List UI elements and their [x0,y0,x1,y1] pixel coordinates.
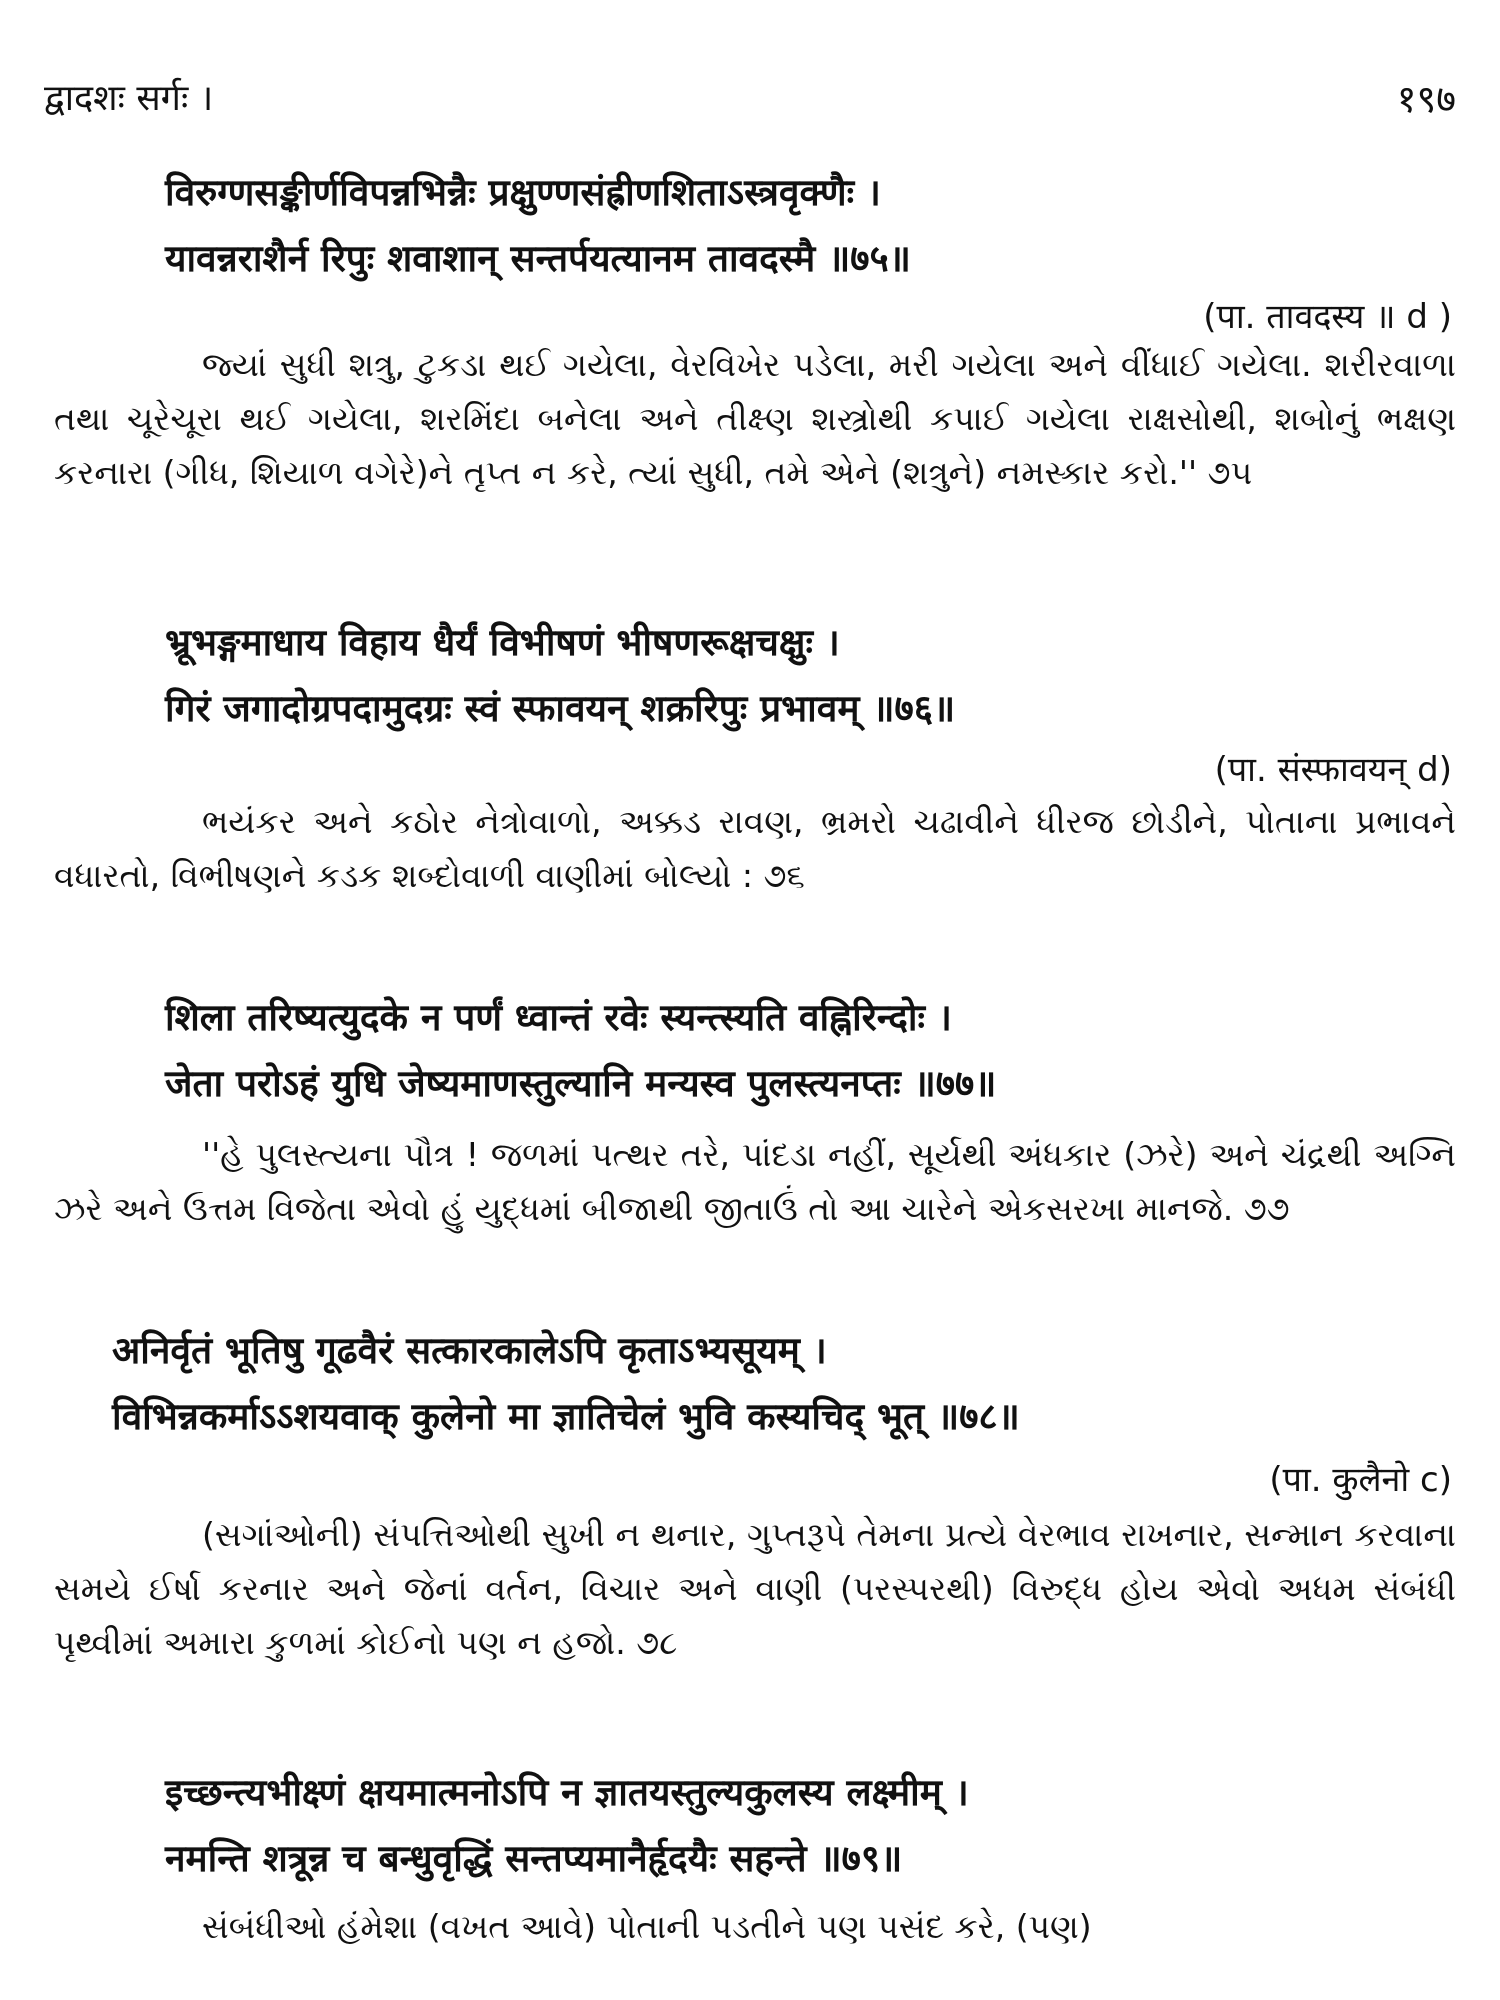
verse-line: शिला तरिष्यत्युदके न पर्णं ध्वान्तं रवेः स्यन्त्स्यति वह्निरिन्दोः । [165,996,952,1039]
verse-line: विभिन्नकर्माऽऽशयवाक् कुलेनो मा ज्ञातिचेलं भुवि कस्यचिद् भूत् ॥७८॥ [112,1395,1020,1438]
gujarati-translation: (સગાંઓની) સંપત્તિઓથી સુખી ન થનાર, ગુપ્તરૂપે તેમના પ્રત્યે વેરભાવ રાખનાર, સન્માન કરવાના સમયે ઈર્ષા કરનાર અને જેનાં વર્તન, વિચાર અને વાણી (પરસ્પરથી) વિરુદ્ધ હોય એવો અધમ સંબંધી પૃથ્વીમાં અમારા કુળમાં કોઈનો પણ ન હજો. ૭૮ [54,1515,1456,1662]
page-number: १९७ [1396,77,1456,121]
verse-76 [165,610,1460,742]
variant-reading: (पा. संस्फावयन् d) [1214,750,1452,790]
verse-79 [165,1760,1460,1892]
verse-75 [165,160,1460,292]
verse-line: यावन्नराशैर्न रिपुः शवाशान् सन्तर्पयत्यानम तावदस्मै ॥७५॥ [165,237,911,280]
verse-line: इच्छन्त्यभीक्ष्णं क्षयमात्मनोऽपि न ज्ञातयस्तुल्यकुलस्य लक्ष्मीम् । [165,1771,969,1814]
variant-reading: (पा. तावदस्य ॥ d ) [1203,297,1452,337]
gujarati-translation: ''હે પુલસ્ત્યના પૌત્ર ! જળમાં પત્થર તરે, પાંદડા નહીં, સૂર્યથી અંધકાર (ઝરે) અને ચંદ્રથી અગ્નિ ઝરે અને ઉત્તમ વિજેતા એવો હું યુદ્ધમાં બીજાથી જીતાઉં તો આ ચારેને એકસરખા માનજે. ૭૭ [54,1135,1456,1228]
gujarati-translation: જ્યાં સુધી શત્રુ, ટુકડા થઈ ગયેલા, વેરવિખેર પડેલા, મરી ગયેલા અને વીંધાઈ ગયેલા. શરીરવાળા તથા ચૂરેચૂરા થઈ ગયેલા, શરમિંદા બનેલા અને તીક્ષ્ણ શસ્ત્રોથી કપાઈ ગયેલા રાક્ષસોથી, શબોનું ભક્ષણ કરનારા (ગીધ, શિયાળ વગેરે)ને તૃપ્ત ન કરે, ત્યાં સુધી, તમે એને (શત્રુને) નમસ્કાર કરો.'' ૭૫ [54,345,1456,492]
verse-line: नमन्ति शत्रून्न च बन्धुवृद्धिं सन्तप्यमानैर्हृदयैः सहन्ते ॥७९॥ [165,1837,903,1880]
verse-line: गिरं जगादोग्रपदामुदग्रः स्वं स्फावयन् शक्ररिपुः प्रभावम् ॥७६॥ [165,687,956,730]
verse-line: विरुग्णसङ्कीर्णविपन्नभिन्नैः प्रक्षुण्णसंह्रीणशिताऽस्त्रवृक्णैः । [165,171,881,214]
verse-78 [112,1318,1460,1450]
verse-line: जेता परोऽहं युधि जेष्यमाणस्तुल्यानि मन्यस्व पुलस्त्यनप्तः ॥७७॥ [165,1062,997,1105]
gujarati-translation: સંબંધીઓ હંમેશા (વખત આવે) પોતાની પડતીને પણ પસંદ કરે, (પણ) [202,1907,1092,1946]
verse-line: भ्रूभङ्गमाधाय विहाय धैर्यं विभीषणं भीषणरूक्षचक्षुः । [165,621,840,664]
chapter-title: द्वादशः सर्गः । [44,78,214,119]
running-head [44,72,1456,122]
verse-line: अनिर्वृतं भूतिषु गूढवैरं सत्कारकालेऽपि कृताऽभ्यसूयम् । [112,1329,827,1372]
verse-77 [165,985,1460,1117]
variant-reading: (पा. कुलैनो c) [1269,1460,1452,1500]
gujarati-translation: ભયંકર અને કઠોર નેત્રોવાળો, અક્કડ રાવણ, ભ્રમરો ચઢાવીને ધીરજ છોડીને, પોતાના પ્રભાવને વધારતો, વિભીષણને કડક શબ્દોવાળી વાણીમાં બોલ્યો : ૭૬ [54,802,1456,895]
